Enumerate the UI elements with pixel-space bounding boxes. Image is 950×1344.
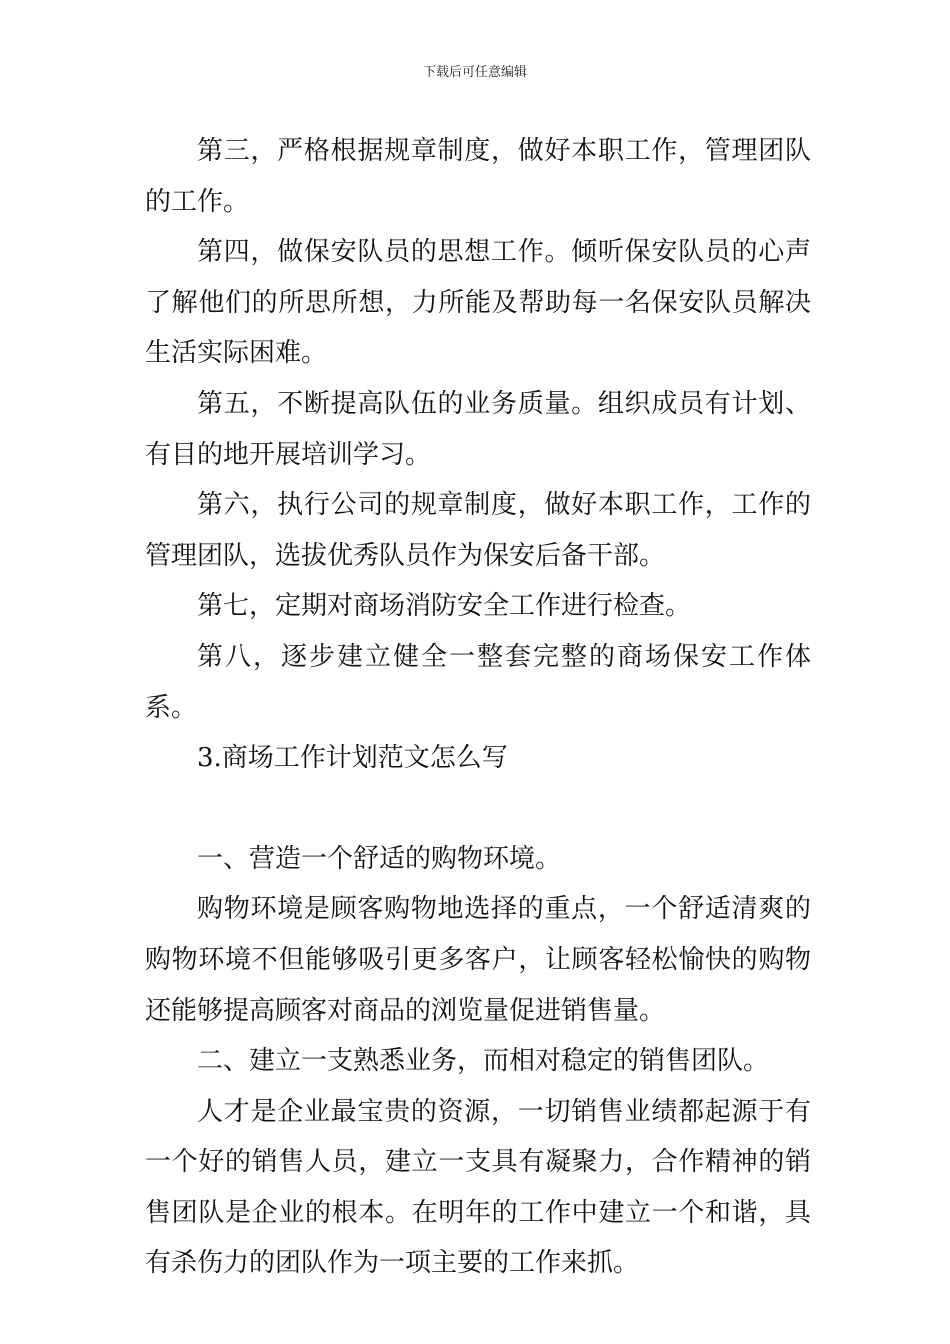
- point-two-heading: 二、建立一支熟悉业务，而相对稳定的销售团队。: [197, 1046, 770, 1077]
- paragraph-seventh: 第七，定期对商场消防安全工作进行检查。: [197, 591, 692, 622]
- paragraph-eighth: 第八，逐步建立健全一整套完整的商场保安工作体系。: [145, 641, 811, 723]
- paragraph-fifth: 第五，不断提高队伍的业务质量。组织成员有计划、有目的地开展培训学习。: [145, 388, 811, 470]
- point-one-heading: 一、营造一个舒适的购物环境。: [197, 843, 562, 874]
- document-body: [145, 126, 811, 1289]
- paragraph-sixth: 第六，执行公司的规章制度，做好本职工作，工作的管理团队，选拔优秀队员作为保安后备干部。: [145, 490, 811, 571]
- blank-line: [145, 784, 811, 834]
- page-header-note: 下载后可任意编辑: [422, 65, 527, 80]
- point-one-body: 购物环境是顾客购物地选择的重点，一个舒适清爽的购物环境不但能够吸引更多客户，让顾客轻松愉快的购物还能够提高顾客对商品的浏览量促进销售量。: [145, 894, 811, 1026]
- paragraph-third: 第三，严格根据规章制度，做好本职工作，管理团队的工作。: [145, 136, 811, 217]
- point-two-body: 人才是企业最宝贵的资源，一切销售业绩都起源于有一个好的销售人员，建立一支具有凝聚力，合作精神的销售团队是企业的根本。在明年的工作中建立一个和谐，具有杀伤力的团队作为一项主要的工作来抓。: [145, 1096, 811, 1279]
- paragraph-fourth: 第四，做保安队员的思想工作。倾听保安队员的心声了解他们的所思所想，力所能及帮助每一名保安队员解决生活实际困难。: [145, 237, 811, 369]
- section-heading: 3.商场工作计划范文怎么写: [197, 743, 508, 774]
